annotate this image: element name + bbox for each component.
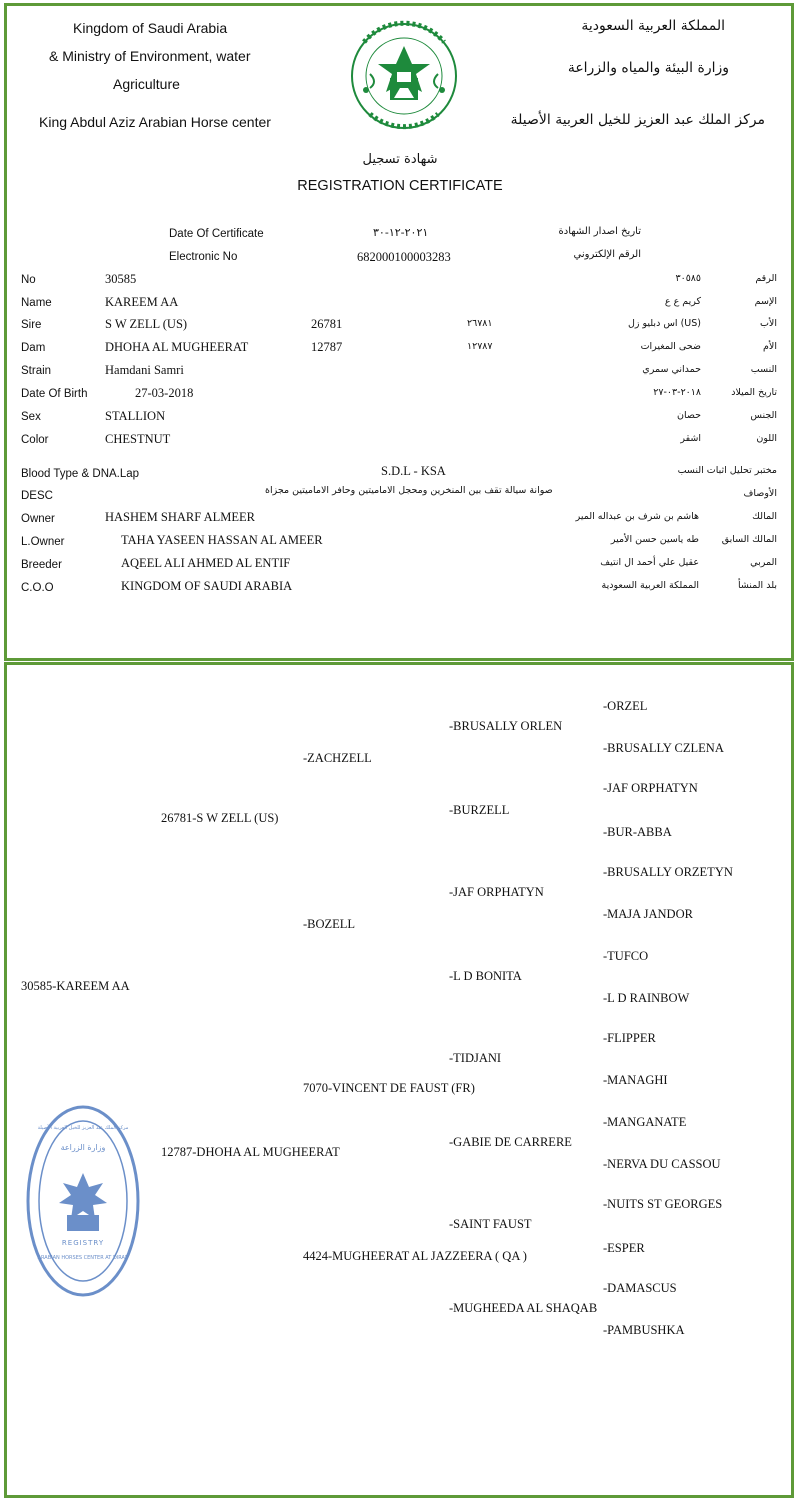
title-ar: شهادة تسجيل — [362, 152, 438, 167]
header-en-line-1: Kingdom of Saudi Arabia — [73, 20, 228, 36]
field-value-ar: ٣٠٥٨٥ — [675, 273, 701, 284]
pedigree-gen4: -DAMASCUS — [603, 1281, 677, 1295]
pedigree-gen4: -JAF ORPHATYN — [603, 781, 698, 795]
field-label-ar: تاريخ الميلاد — [731, 387, 777, 398]
date-of-certificate-label-ar: تاريخ اصدار الشهادة — [558, 226, 641, 237]
owner-label-ar: المربي — [750, 557, 777, 568]
desc-value-ar: صوانة سيالة تقف بين المنخرين ومحجل الاماميتين وحافر الاماميتين مجزاة — [265, 485, 553, 496]
pedigree-dam: 12787-DHOHA AL MUGHEERAT — [161, 1145, 340, 1159]
pedigree-gen4: -L D RAINBOW — [603, 991, 690, 1005]
pedigree-gen4: -BRUSALLY ORZETYN — [603, 865, 733, 879]
pedigree-gen2: 4424-MUGHEERAT AL JAZZEERA ( QA ) — [303, 1249, 527, 1263]
owner-value-ar: طه ياسين حسن الأمير — [610, 534, 699, 545]
owner-value-ar: المملكة العربية السعودية — [601, 580, 699, 591]
field-value: STALLION — [105, 409, 166, 423]
field-label: Sex — [21, 411, 41, 423]
field-value-ar: ضحى المغيرات — [640, 341, 701, 352]
owner-label-ar: المالك السابق — [721, 534, 777, 545]
pedigree-gen4: -BRUSALLY CZLENA — [603, 741, 724, 755]
owner-label: C.O.O — [21, 582, 54, 594]
field-value: 27-03-2018 — [135, 386, 194, 400]
field-label-ar: الجنس — [750, 410, 777, 421]
pedigree-gen4: -ESPER — [603, 1241, 645, 1255]
pedigree-gen4: -BUR-ABBA — [603, 825, 672, 839]
pedigree-gen3: -GABIE DE CARRERE — [449, 1135, 572, 1149]
pedigree-gen3: -TIDJANI — [449, 1051, 502, 1065]
owner-label: L.Owner — [21, 536, 65, 548]
field-label-ar: الأب — [759, 318, 777, 329]
pedigree-gen4: -MAJA JANDOR — [603, 907, 693, 921]
field-label: Dam — [21, 342, 46, 354]
registry-stamp — [25, 1103, 141, 1299]
pedigree-gen4: -PAMBUSHKA — [603, 1323, 685, 1337]
field-label: Strain — [21, 365, 52, 377]
header-en-center-name: King Abdul Aziz Arabian Horse center — [39, 114, 271, 130]
electronic-no-value: 682000100003283 — [357, 250, 451, 264]
field-label-ar: الأم — [763, 341, 777, 352]
field-label-ar: النسب — [750, 364, 777, 375]
field-value: KAREEM AA — [105, 295, 179, 309]
pedigree-gen3: -BURZELL — [449, 803, 510, 817]
pedigree-sire: 26781-S W ZELL (US) — [161, 811, 279, 825]
owner-label-ar: المالك — [752, 511, 777, 522]
pedigree-gen4: -NUITS ST GEORGES — [603, 1197, 723, 1211]
owner-value-ar: عقيل علي أحمد ال انتيف — [600, 557, 699, 568]
blood-type-value: S.D.L - KSA — [381, 464, 446, 478]
field-value-ar: ٢٠١٨-٠٣-٢٧ — [653, 387, 701, 398]
field-label: Sire — [21, 319, 42, 331]
header-en-line-2: & Ministry of Environment, water — [49, 48, 251, 64]
header-ar-line-2: وزارة البيئة والمياه والزراعة — [567, 60, 729, 76]
owner-value: KINGDOM OF SAUDI ARABIA — [121, 579, 293, 593]
electronic-no-label: Electronic No — [169, 251, 238, 263]
owner-value: TAHA YASEEN HASSAN AL AMEER — [121, 533, 323, 547]
pedigree-gen4: -MANGANATE — [603, 1115, 687, 1129]
field-value-ar: (US) اس دبليو زل — [628, 318, 701, 329]
owner-value-ar: هاشم بن شرف بن عبداله المير — [575, 511, 699, 522]
header-en-line-3: Agriculture — [113, 76, 180, 92]
header-ar-line-1: المملكة العربية السعودية — [581, 18, 725, 34]
pedigree-panel — [4, 662, 794, 1498]
pedigree-horse: 30585-KAREEM AA — [21, 979, 130, 993]
field-value-ar: كريم ع ع — [664, 296, 701, 307]
field-label: No — [21, 274, 36, 286]
pedigree-gen4: -TUFCO — [603, 949, 649, 963]
field-value-ar: اشقر — [680, 433, 701, 444]
blood-type-label: Blood Type & DNA.Lap — [21, 468, 140, 480]
ministry-logo-icon — [350, 12, 458, 140]
desc-label: DESC — [21, 490, 53, 502]
pedigree-gen4: -FLIPPER — [603, 1031, 656, 1045]
field-number-ar: ٢٦٧٨١ — [467, 318, 493, 329]
stamp-icon — [25, 1103, 141, 1299]
pedigree-gen2: 7070-VINCENT DE FAUST (FR) — [303, 1081, 475, 1095]
pedigree-gen2: -ZACHZELL — [303, 751, 372, 765]
stamp-bottom-text: ARABIAN HORSES CENTER AT DIRAB — [37, 1255, 129, 1261]
owner-label: Owner — [21, 513, 55, 525]
field-value: Hamdani Samri — [105, 363, 184, 377]
field-value: S W ZELL (US) — [105, 317, 188, 331]
blood-type-label-ar: مختبر تحليل اثبات النسب — [677, 465, 777, 476]
field-value: CHESTNUT — [105, 432, 171, 446]
stamp-registry-text: REGISTRY — [61, 1239, 105, 1247]
pedigree-gen3: -BRUSALLY ORLEN — [449, 719, 563, 733]
stamp-center-ar: وزارة الزراعة — [60, 1143, 106, 1152]
electronic-no-label-ar: الرقم الإلكتروني — [573, 249, 641, 260]
field-label-ar: الرقم — [755, 273, 777, 284]
pedigree-gen4: -NERVA DU CASSOU — [603, 1157, 721, 1171]
date-of-certificate-label: Date Of Certificate — [169, 228, 264, 240]
stamp-ring-text: مركز الملك عبد العزيز للخيل العربية الأصيلة — [37, 1125, 129, 1131]
pedigree-gen3: -L D BONITA — [449, 969, 522, 983]
field-value: DHOHA AL MUGHEERAT — [105, 340, 249, 354]
field-label-ar: الإسم — [754, 296, 777, 307]
pedigree-gen2: -BOZELL — [303, 917, 356, 931]
field-label: Name — [21, 297, 52, 309]
field-label-ar: اللون — [756, 433, 777, 444]
pedigree-gen4: -MANAGHI — [603, 1073, 668, 1087]
field-value-ar: حصان — [677, 410, 701, 421]
pedigree-gen3: -MUGHEEDA AL SHAQAB — [449, 1301, 598, 1315]
field-number: 26781 — [311, 317, 343, 331]
title-en: REGISTRATION CERTIFICATE — [297, 178, 503, 194]
field-value: 30585 — [105, 272, 137, 286]
desc-label-ar: الأوصاف — [743, 488, 777, 499]
field-label: Color — [21, 434, 49, 446]
field-number-ar: ١٢٧٨٧ — [467, 341, 493, 352]
owner-value: AQEEL ALI AHMED AL ENTIF — [121, 556, 291, 570]
header-ar-center-name: مركز الملك عبد العزيز للخيل العربية الأصيلة — [510, 112, 765, 128]
certificate-header-panel — [4, 3, 794, 661]
owner-label-ar: بلد المنشأ — [737, 580, 777, 591]
owner-label: Breeder — [21, 559, 62, 571]
field-number: 12787 — [311, 340, 343, 354]
owner-value: HASHEM SHARF ALMEER — [105, 510, 256, 524]
pedigree-gen4: -ORZEL — [603, 699, 648, 713]
field-value-ar: حمداني سمري — [642, 364, 701, 375]
pedigree-gen3: -SAINT FAUST — [449, 1217, 532, 1231]
date-of-certificate-value: ٢٠٢١-١٢-٣٠ — [373, 226, 429, 239]
field-label: Date Of Birth — [21, 388, 88, 400]
pedigree-gen3: -JAF ORPHATYN — [449, 885, 544, 899]
